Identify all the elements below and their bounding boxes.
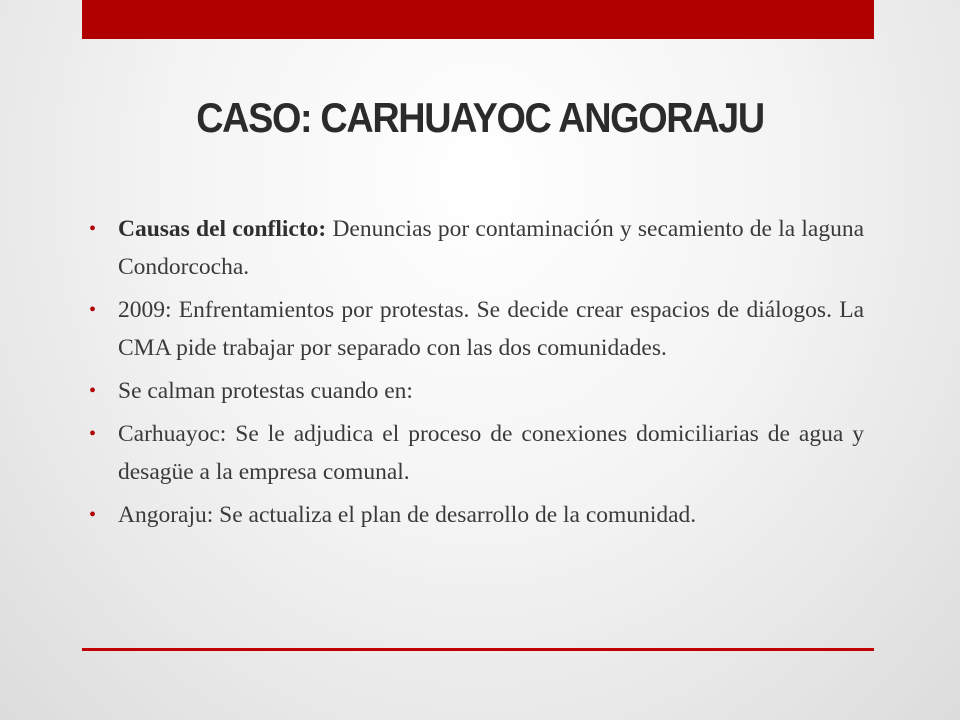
bullet-text: 2009: Enfrentamientos por protestas. Se decide crear espacios de diálogos. La CMA pide trabajar por separado con las dos comunidades. <box>118 297 864 361</box>
bullet-item-2009 <box>89 291 864 367</box>
bullet-text: Angoraju: Se actualiza el plan de desarrollo de la comunidad. <box>118 502 697 528</box>
bullet-text: Se calman protestas cuando en: <box>118 378 413 404</box>
bullet-icon: • <box>89 423 97 445</box>
bullet-icon: • <box>89 504 97 526</box>
bullet-icon: • <box>89 299 97 321</box>
bullet-text: Carhuayoc: Se le adjudica el proceso de conexiones domiciliarias de agua y desagüe a la empresa comunal. <box>118 421 864 485</box>
bullet-icon: • <box>89 380 97 402</box>
bullet-bold-label: Causas del conflicto: <box>118 216 327 242</box>
bullet-item-angoraju <box>89 496 864 534</box>
bottom-accent-line <box>82 648 874 651</box>
bullet-text: Denuncias por contaminación y secamiento de la laguna Condorcocha. <box>118 216 864 280</box>
bullet-item-causas <box>89 210 864 286</box>
bullet-list <box>89 210 864 539</box>
bullet-item-calman <box>89 372 864 410</box>
bullet-item-carhuayoc <box>89 415 864 491</box>
slide-title: CASO: CARHUAYOC ANGORAJU <box>196 94 764 141</box>
bullet-icon: • <box>89 218 97 240</box>
top-accent-bar <box>82 0 874 39</box>
